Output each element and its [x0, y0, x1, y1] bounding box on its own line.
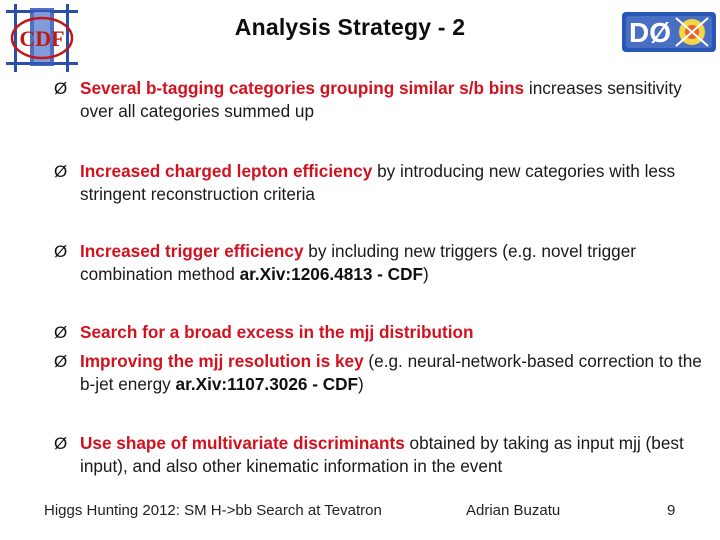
footer-conference: Higgs Hunting 2012: SM H->bb Search at Tevatron — [44, 502, 382, 519]
bullet-highlight: Increased charged lepton efficiency — [80, 161, 373, 181]
bullet-text — [80, 240, 704, 286]
bullet-text — [80, 321, 704, 344]
arxiv-reference: ar.Xiv:1107.3026 - CDF — [175, 374, 359, 394]
cdf-logo-text: CDF — [19, 26, 65, 51]
bullet-highlight: Improving the mjj resolution is key — [80, 351, 364, 371]
bullet-body: by including new triggers (e.g. novel trigger combination method — [80, 241, 636, 284]
page-title — [0, 14, 720, 41]
bullet-item — [54, 432, 704, 478]
bullet-arrow-icon: Ø — [54, 352, 68, 371]
bullet-arrow-icon: Ø — [54, 79, 68, 98]
bullet-text — [80, 350, 704, 396]
bullet-body: ) — [423, 264, 429, 284]
page-title-text: Analysis Strategy - 2 — [234, 14, 466, 40]
bullet-highlight: Increased trigger efficiency — [80, 241, 304, 261]
bullet-highlight: Search for a broad excess in the mjj distribution — [80, 322, 474, 342]
bullet-text — [80, 432, 704, 478]
bullet-item — [54, 77, 704, 123]
bullet-arrow-icon: Ø — [54, 434, 68, 453]
bullet-arrow-icon: Ø — [54, 242, 68, 261]
bullet-body: increases sensitivity over all categories summed up — [80, 78, 682, 121]
bullet-text — [80, 160, 704, 206]
d0-logo-text: DØ — [629, 17, 671, 48]
footer-author: Adrian Buzatu — [466, 502, 561, 519]
bullet-item — [54, 240, 704, 286]
bullet-highlight: Use shape of multivariate discriminants — [80, 433, 405, 453]
footer-page-number: 9 — [667, 502, 676, 519]
bullet-item — [54, 350, 704, 396]
bullet-text — [80, 77, 704, 123]
bullet-highlight: Several b-tagging categories grouping similar s/b bins — [80, 78, 525, 98]
bullet-body: (e.g. neural-network-based correction to the b-jet energy — [80, 351, 702, 394]
bullet-body: ) — [358, 374, 364, 394]
bullet-body: by introducing new categories with less stringent reconstruction criteria — [80, 161, 676, 204]
bullet-item — [54, 321, 704, 344]
arxiv-reference: ar.Xiv:1206.4813 - CDF — [239, 264, 424, 284]
bullet-arrow-icon: Ø — [54, 162, 68, 181]
bullet-body: obtained by taking as input mjj (best input), and also other kinematic information in the event — [80, 433, 684, 476]
bullet-item — [54, 160, 704, 206]
bullet-arrow-icon: Ø — [54, 323, 68, 342]
